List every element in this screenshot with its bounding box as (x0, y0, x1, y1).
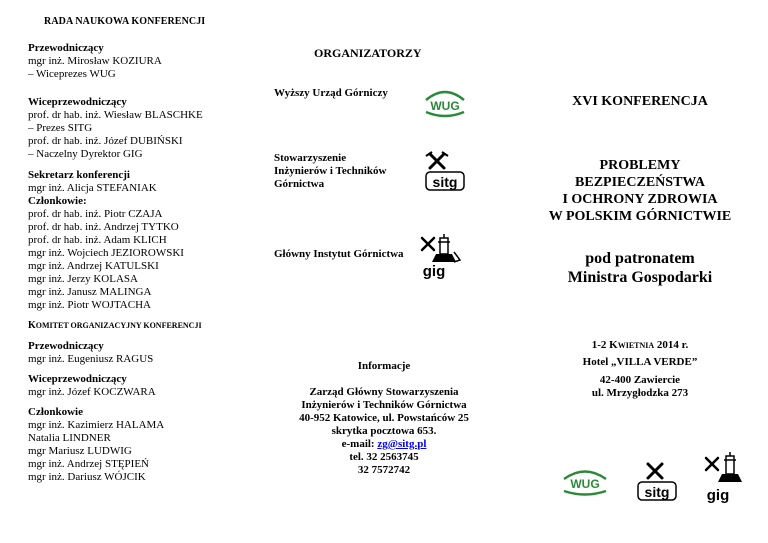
conference-date (512, 339, 768, 351)
komitet-czlonek: mgr Mariusz LUDWIG (28, 445, 132, 457)
date-post: 2014 r. (654, 339, 689, 351)
wug-logo-bottom (562, 464, 608, 503)
komitet-wiceprzewodniczacy (28, 373, 156, 399)
komitet-title-initial: K (28, 320, 36, 331)
org-sitg-label (274, 152, 386, 191)
gig-logo-bottom (702, 450, 748, 511)
rada-wiceprzewodniczacy (28, 96, 203, 161)
rada-czlonek: prof. dr hab. inż. Andrzej TYTKO (28, 221, 179, 233)
date-pre: 1-2 K (591, 339, 618, 351)
rada-czlonek: prof. dr hab. inż. Adam KLICH (28, 234, 167, 246)
wug-logo-bottom-text: WUG (570, 477, 600, 491)
komitet-czlonek: Natalia LINDNER (28, 432, 111, 444)
informacje-tel: 32 7572742 (357, 464, 411, 476)
rada-title: RADA NAUKOWA KONFERENCJI (44, 16, 206, 27)
rada-wice-heading: Wiceprzewodniczący (28, 96, 127, 108)
patronage-line: pod patronatem (585, 250, 695, 267)
org-gig-label: Główny Instytut Górnictwa (274, 248, 404, 260)
rada-czlonek: mgr inż. Andrzej KATULSKI (28, 260, 159, 272)
komitet-title (28, 320, 202, 331)
rada-przewodniczacy (28, 42, 162, 81)
komitet-czlonkowie-heading: Członkowie (28, 406, 83, 418)
conference-subtitle-line: BEZPIECZEŃSTWA (575, 175, 705, 190)
rada-czlonek: mgr inż. Piotr WOJTACHA (28, 299, 151, 311)
informacje-tel: tel. 32 2563745 (349, 451, 419, 463)
gig-logo-bottom-text: gig (706, 487, 730, 504)
rada-sekretarz (28, 169, 184, 312)
hotel-name: Hotel „VILLA VERDE” (582, 356, 698, 368)
rada-wice-line: – Prezes SITG (28, 122, 93, 134)
komitet-wice-heading: Wiceprzewodniczący (28, 373, 127, 385)
rada-wice-line: prof. dr hab. inż. Józef DUBIŃSKI (28, 135, 183, 147)
conference-subtitle-line: PROBLEMY (599, 158, 681, 173)
komitet-czlonek: mgr inż. Kazimierz HALAMA (28, 419, 165, 431)
rada-czlonek: mgr inż. Wojciech JEZIOROWSKI (28, 247, 184, 259)
conference-subtitle-line: W POLSKIM GÓRNICTWIE (548, 209, 732, 224)
sitg-logo (422, 150, 468, 197)
komitet-czlonek: mgr inż. Dariusz WÓJCIK (28, 471, 146, 483)
rada-przewodniczacy-heading: Przewodniczący (28, 42, 104, 54)
informacje-line: Zarząd Główny Stowarzyszenia (309, 386, 459, 398)
rada-wice-line: – Naczelny Dyrektor GIG (28, 148, 143, 160)
gig-logo-text: gig (422, 263, 446, 280)
komitet-czlonek: mgr inż. Andrzej STĘPIEŃ (28, 458, 149, 470)
komitet-title-rest: OMITET ORGANIZACYJNY KONFERENCJI (35, 321, 202, 330)
patronage (512, 249, 768, 287)
informacje-title: Informacje (357, 360, 411, 372)
informacje-block (256, 386, 512, 477)
wug-logo (424, 82, 466, 125)
informacje-line: 40-952 Katowice, ul. Powstańców 25 (299, 412, 469, 424)
informacje-email-line (256, 438, 512, 451)
org-wug-label: Wyższy Urząd Górniczy (274, 87, 388, 99)
komitet-przewodniczacy (28, 340, 153, 366)
date-month: WIETNIA (617, 341, 655, 350)
rada-czlonek: mgr inż. Jerzy KOLASA (28, 273, 138, 285)
komitet-wice-line: mgr inż. Józef KOCZWARA (28, 386, 156, 398)
sitg-logo-bottom (634, 460, 680, 507)
sitg-logo-bottom-text: sitg (644, 484, 670, 500)
conference-subtitle (512, 157, 768, 225)
org-sitg-line: Stowarzyszenie (274, 152, 347, 164)
email-label: e-mail: (341, 438, 378, 450)
informacje-line: skrytka pocztowa 653. (331, 425, 437, 437)
left-panel (0, 0, 256, 543)
informacje-line: Inżynierów i Techników Górnictwa (301, 399, 467, 411)
conference-title: XVI KONFERENCJA (572, 94, 708, 109)
rada-sekretarz-line: mgr inż. Alicja STEFANIAK (28, 182, 157, 194)
email-link[interactable]: zg@sitg.pl (377, 438, 427, 450)
rada-przewodniczacy-line: mgr inż. Mirosław KOZIURA (28, 55, 162, 67)
right-panel (512, 0, 768, 543)
sitg-logo-text: sitg (432, 174, 458, 190)
komitet-przewodniczacy-heading: Przewodniczący (28, 340, 104, 352)
patronage-line: Ministra Gospodarki (567, 269, 713, 286)
address-line: ul. Mrzygłodzka 273 (591, 387, 689, 399)
gig-logo (418, 232, 462, 285)
wug-logo-text: WUG (430, 99, 460, 113)
rada-wice-line: prof. dr hab. inż. Wiesław BLASCHKE (28, 109, 203, 121)
conference-subtitle-line: I OCHRONY ZDROWIA (562, 192, 718, 207)
rada-przewodniczacy-line: – Wiceprezes WUG (28, 68, 116, 80)
rada-sekretarz-heading: Sekretarz konferencji (28, 169, 130, 181)
org-sitg-line: Inżynierów i Techników (274, 165, 387, 177)
rada-czlonkowie-heading: Członkowie: (28, 195, 87, 207)
org-sitg-line: Górnictwa (274, 178, 325, 190)
address-line: 42-400 Zawiercie (599, 374, 681, 386)
rada-czlonek: mgr inż. Janusz MALINGA (28, 286, 152, 298)
komitet-przewodniczacy-line: mgr inż. Eugeniusz RAGUS (28, 353, 154, 365)
komitet-czlonkowie (28, 406, 164, 484)
organizatorzy-title: ORGANIZATORZY (314, 46, 422, 60)
hotel-address (512, 374, 768, 400)
middle-panel (256, 0, 512, 543)
rada-czlonek: prof. dr hab. inż. Piotr CZAJA (28, 208, 163, 220)
